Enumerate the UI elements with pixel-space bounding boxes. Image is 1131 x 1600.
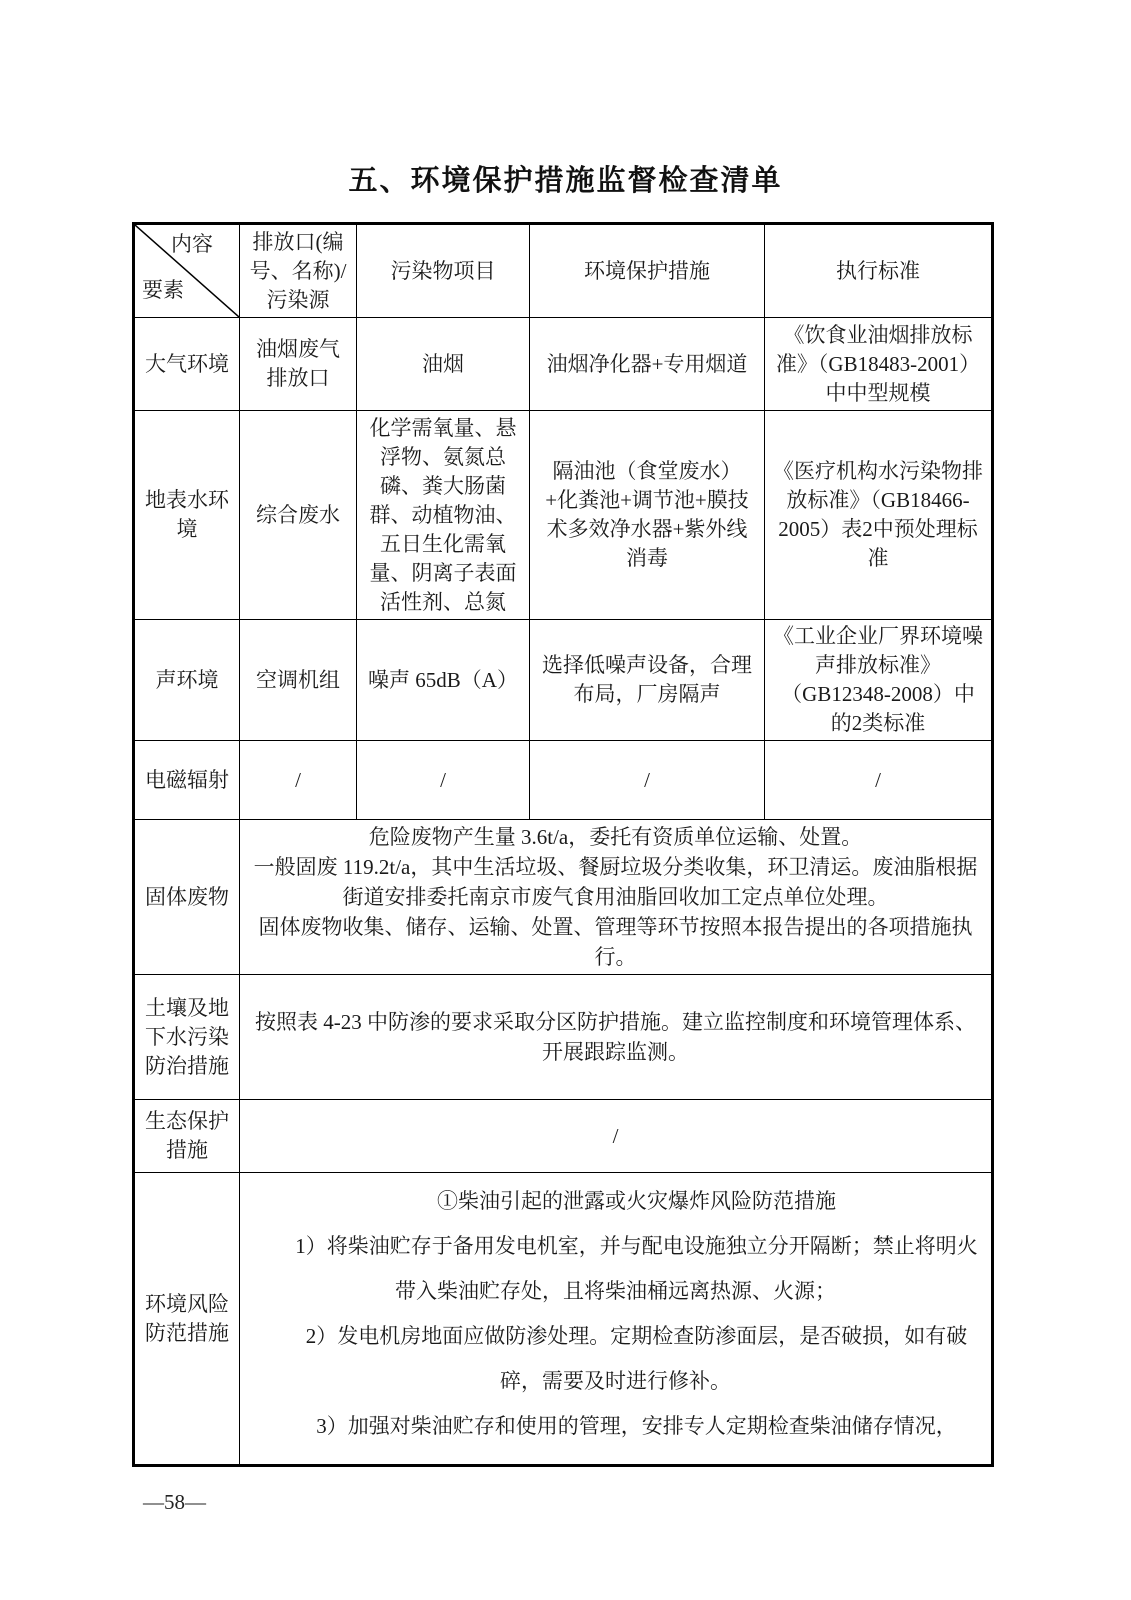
factor-cell: 固体废物 [134,820,240,975]
measure-cell: 隔油池（食堂废水）+化粪池+调节池+膜技术多效净水器+紫外线消毒 [530,411,765,620]
header-outlet: 排放口(编号、名称)/污染源 [240,224,357,318]
paragraph: 按照表 4-23 中防渗的要求采取分区防护措施。建立监控制度和环境管理体系、开展跟踪监测。 [255,1010,976,1064]
header-standard: 执行标准 [765,224,993,318]
outlet-cell: 油烟废气排放口 [240,318,357,411]
pollutant-cell: 化学需氧量、悬浮物、氨氮总磷、粪大肠菌群、动植物油、五日生化需氧量、阴离子表面活性剂、总氮 [357,411,530,620]
table-header-row [134,224,993,318]
outlet-cell: 综合废水 [240,411,357,620]
measure-cell: 油烟净化器+专用烟道 [530,318,765,411]
pollutant-cell: 油烟 [357,318,530,411]
paragraph: / [612,1124,619,1148]
standard-cell: 《工业企业厂界环境噪声排放标准》（GB12348-2008）中的2类标准 [765,620,993,741]
pollutant-cell: / [357,741,530,820]
soil-groundwater-details-cell [240,975,993,1100]
row-environmental-risk [134,1173,993,1466]
paragraph: 2）发电机房地面应做防渗处理。定期检查防渗面层，是否破损，如有破碎，需要及时进行修补。 [305,1324,968,1393]
row-acoustic-environment [134,620,993,741]
header-measure: 环境保护措施 [530,224,765,318]
factor-cell: 声环境 [134,620,240,741]
factor-cell: 环境风险防范措施 [134,1173,240,1466]
corner-label-content: 内容 [171,232,213,256]
row-solid-waste [134,820,993,975]
factor-cell: 生态保护措施 [134,1100,240,1173]
header-pollutant: 污染物项目 [357,224,530,318]
solid-waste-details-cell [240,820,993,975]
paragraph: 一般固废 119.2t/a，其中生活垃圾、餐厨垃圾分类收集，环卫清运。废油脂根据街道安排委托南京市废气食用油脂回收加工定点单位处理。 [253,855,978,909]
row-ecological-protection [134,1100,993,1173]
outlet-cell: / [240,741,357,820]
paragraph: ①柴油引起的泄露或火灾爆炸风险防范措施 [437,1189,836,1213]
standard-cell: 《饮食业油烟排放标准》（GB18483-2001）中中型规模 [765,318,993,411]
standard-cell: / [765,741,993,820]
factor-cell: 电磁辐射 [134,741,240,820]
paragraph: 危险废物产生量 3.6t/a，委托有资质单位运输、处置。 [368,825,863,849]
row-surface-water [134,411,993,620]
paragraph: 3）加强对柴油贮存和使用的管理，安排专人定期检查柴油储存情况， [316,1414,957,1438]
outlet-cell: 空调机组 [240,620,357,741]
ecological-protection-details-cell [240,1100,993,1173]
factor-cell: 土壤及地下水污染防治措施 [134,975,240,1100]
page-number: —58— [143,1490,206,1514]
factor-cell: 大气环境 [134,318,240,411]
pollutant-cell: 噪声 65dB（A） [357,620,530,741]
factor-cell: 地表水环境 [134,411,240,620]
measure-cell: / [530,741,765,820]
row-electromagnetic-radiation [134,741,993,820]
measure-cell: 选择低噪声设备，合理布局，厂房隔声 [530,620,765,741]
environmental-risk-details-cell [240,1173,993,1466]
standard-cell: 《医疗机构水污染物排放标准》（GB18466-2005）表2中预处理标准 [765,411,993,620]
corner-label-factor: 要素 [142,278,184,302]
supervision-checklist-table [132,222,994,1467]
row-soil-groundwater [134,975,993,1100]
paragraph: 1）将柴油贮存于备用发电机室，并与配电设施独立分开隔断；禁止将明火带入柴油贮存处，且将柴油桶远离热源、火源； [295,1234,978,1303]
page-title: 五、环境保护措施监督检查清单 [348,165,783,197]
paragraph: 固体废物收集、储存、运输、处置、管理等环节按照本报告提出的各项措施执行。 [258,915,973,969]
table-corner-cell [134,224,240,318]
row-air-environment [134,318,993,411]
